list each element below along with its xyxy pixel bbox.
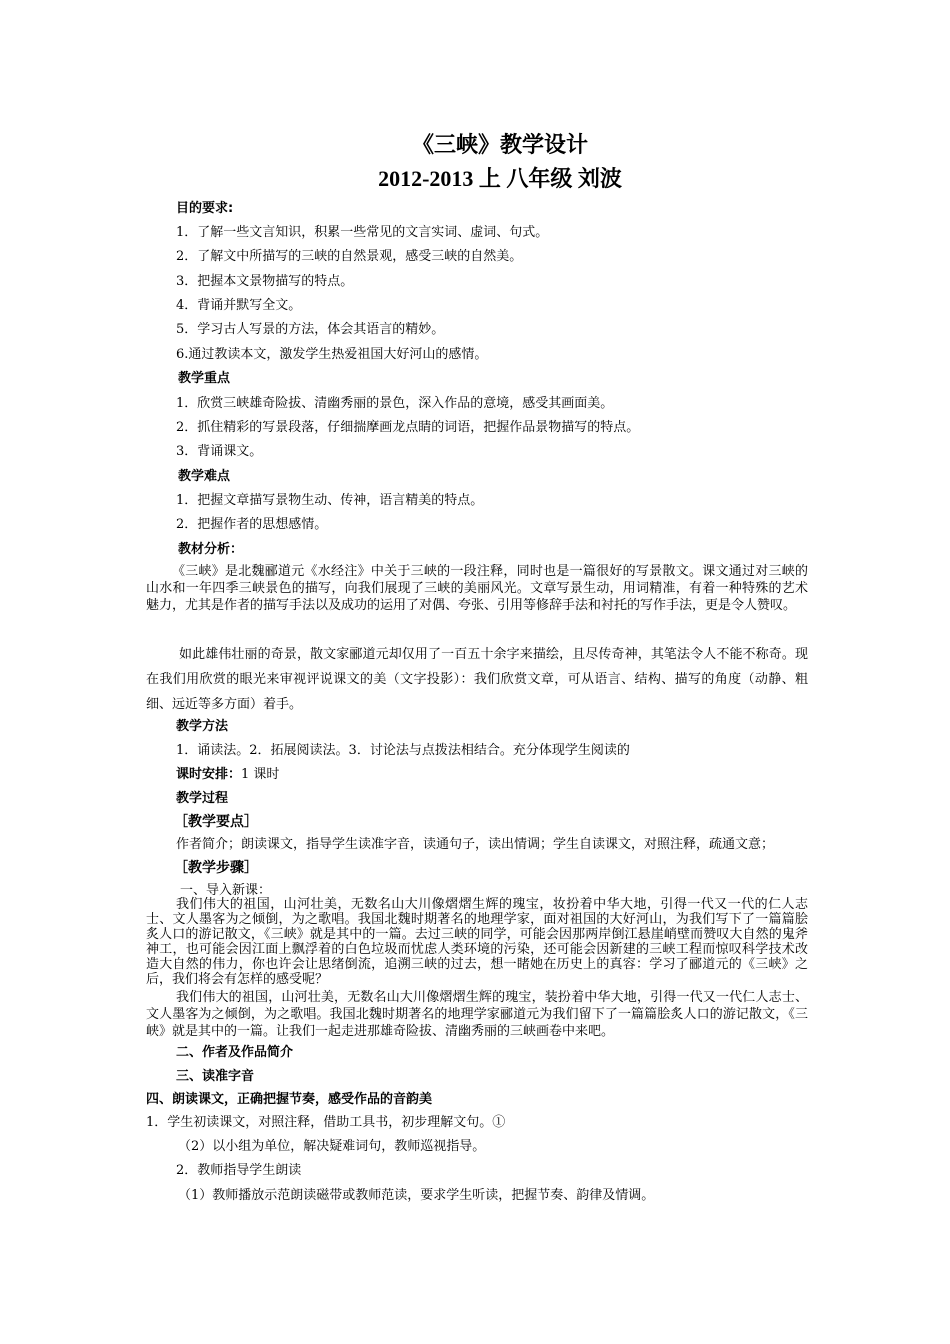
analysis-paragraph: 《三峡》是北魏郦道元《水经注》中关于三峡的一段注释，同时也是一篇很好的写景散文。课文通过对三峡的山水和一年四季三峡景色的描写，向我们展现了三峡的美丽风光。文章写景生动，用词精准，有着一种特殊的艺术魅力，尤其是作者的描写手法以及成功的运用了对偶、夸张、引用等修辞手法和衬托的写作手法，更是令人赞叹。 — [146, 564, 808, 613]
key-point: 1．欣赏三峡雄奇险拔、清幽秀丽的景色，深入作品的意境，感受其画面美。 — [176, 396, 614, 411]
analysis-paragraph: 如此雄伟壮丽的奇景，散文家郦道元却仅用了一百五十余字来描绘，且尽传奇神，其笔法令人不能不称奇。现在我们用欣赏的眼光来审视评说课文的美（文字投影）：我们欣赏文章，可从语言、结构、描写的角度（动静、粗细、远近等多方面）着手。 — [146, 647, 808, 712]
step2-heading: 二、作者及作品简介 — [176, 1045, 294, 1060]
step4-item: （2）以小组为单位，解决疑难词句，教师巡视指导。 — [178, 1139, 486, 1154]
step3-heading: 三、读准字音 — [176, 1069, 255, 1084]
step4-item: 2．教师指导学生朗读 — [176, 1163, 302, 1178]
goals-heading: 目的要求: — [176, 201, 234, 216]
process-heading: 教学过程 — [176, 791, 229, 806]
goal-item: 2．了解文中所描写的三峡的自然景观，感受三峡的自然美。 — [176, 249, 523, 264]
document-subtitle: 2012-2013 上 八年级 刘波 — [378, 166, 622, 191]
goal-item: 6.通过教读本文，激发学生热爱祖国大好河山的感情。 — [176, 347, 488, 362]
method-heading: 教学方法 — [176, 719, 229, 734]
step4-heading: 四、朗读课文，正确把握节奏，感受作品的音韵美 — [146, 1092, 433, 1107]
analysis-heading: 教材分析： — [178, 542, 244, 557]
step4-item: 1．学生初读课文，对照注释，借助工具书，初步理解文句。① — [146, 1115, 506, 1130]
difficult-heading: 教学难点 — [178, 469, 231, 484]
key-point: 2．抓住精彩的写景段落，仔细揣摩画龙点睛的词语，把握作品景物描写的特点。 — [176, 420, 640, 435]
intro-paragraph: 我们伟大的祖国，山河壮美，无数名山大川像熠熠生辉的瑰宝，妆扮着中华大地，引得一代又一代的仁人志士、文人墨客为之倾倒，为之歌唱。我国北魏时期著名的地理学家，面对祖国的大好河山，为我们写下了一篇篇脍炙人口的游记散文，《三峡》就是其中的一篇。去过三峡的同学，可能会因那两岸倒江悬崖峭壁而赞叹大自然的鬼斧神工，也可能会因江面上飘浮着的白色垃圾而忧虑人类环境的污染，还可能会因新建的三峡工程而惊叹科学技术改造大自然的伟力，你也许会让思绪倒流，追溯三峡的过去，想一睹她在历史上的真容：学习了郦道元的《三峡》之后，我们将会有怎样的感受呢？ — [146, 897, 808, 987]
step1-heading: 一、导入新课： — [180, 883, 272, 898]
schedule-line — [176, 767, 279, 783]
key-point: 3．背诵课文。 — [176, 444, 263, 459]
goal-item: 5．学习古人写景的方法，体会其语言的精妙。 — [176, 322, 445, 337]
steps-heading: ［教学步骤］ — [174, 860, 258, 876]
document-title: 《三峡》教学设计 — [411, 133, 588, 158]
goal-item: 3．把握本文景物描写的特点。 — [176, 274, 354, 289]
schedule-value: 1 课时 — [241, 767, 280, 782]
step4-item: （1）教师播放示范朗读磁带或教师范读，要求学生听读，把握节奏、韵律及情调。 — [178, 1188, 655, 1203]
schedule-label: 课时安排： — [176, 767, 242, 782]
method-text: 1．诵读法。2．拓展阅读法。3．讨论法与点拨法相结合。充分体现学生阅读的 — [176, 743, 630, 758]
goal-item: 1．了解一些文言知识，积累一些常见的文言实词、虚词、句式。 — [176, 225, 549, 240]
difficult-point: 2．把握作者的思想感情。 — [176, 517, 328, 532]
intro-paragraph: 我们伟大的祖国，山河壮美，无数名山大川像熠熠生辉的瑰宝，装扮着中华大地，引得一代又一代仁人志士、文人墨客为之倾倒，为之歌唱。我国北魏时期著名的地理学家郦道元为我们留下了一篇篇脍炙人口的游记散文，《三峡》就是其中的一篇。让我们一起走进那雄奇险拔、清幽秀丽的三峡画卷中来吧。 — [146, 990, 808, 1039]
essentials-heading: ［教学要点］ — [174, 814, 258, 830]
goal-item: 4．背诵并默写全文。 — [176, 298, 302, 313]
difficult-point: 1．把握文章描写景物生动、传神，语言精美的特点。 — [176, 493, 484, 508]
key-heading: 教学重点 — [178, 371, 231, 386]
essentials-text: 作者简介；朗读课文，指导学生读准字音，读通句子，读出情调；学生自读课文，对照注释，疏通文意； — [176, 837, 775, 852]
